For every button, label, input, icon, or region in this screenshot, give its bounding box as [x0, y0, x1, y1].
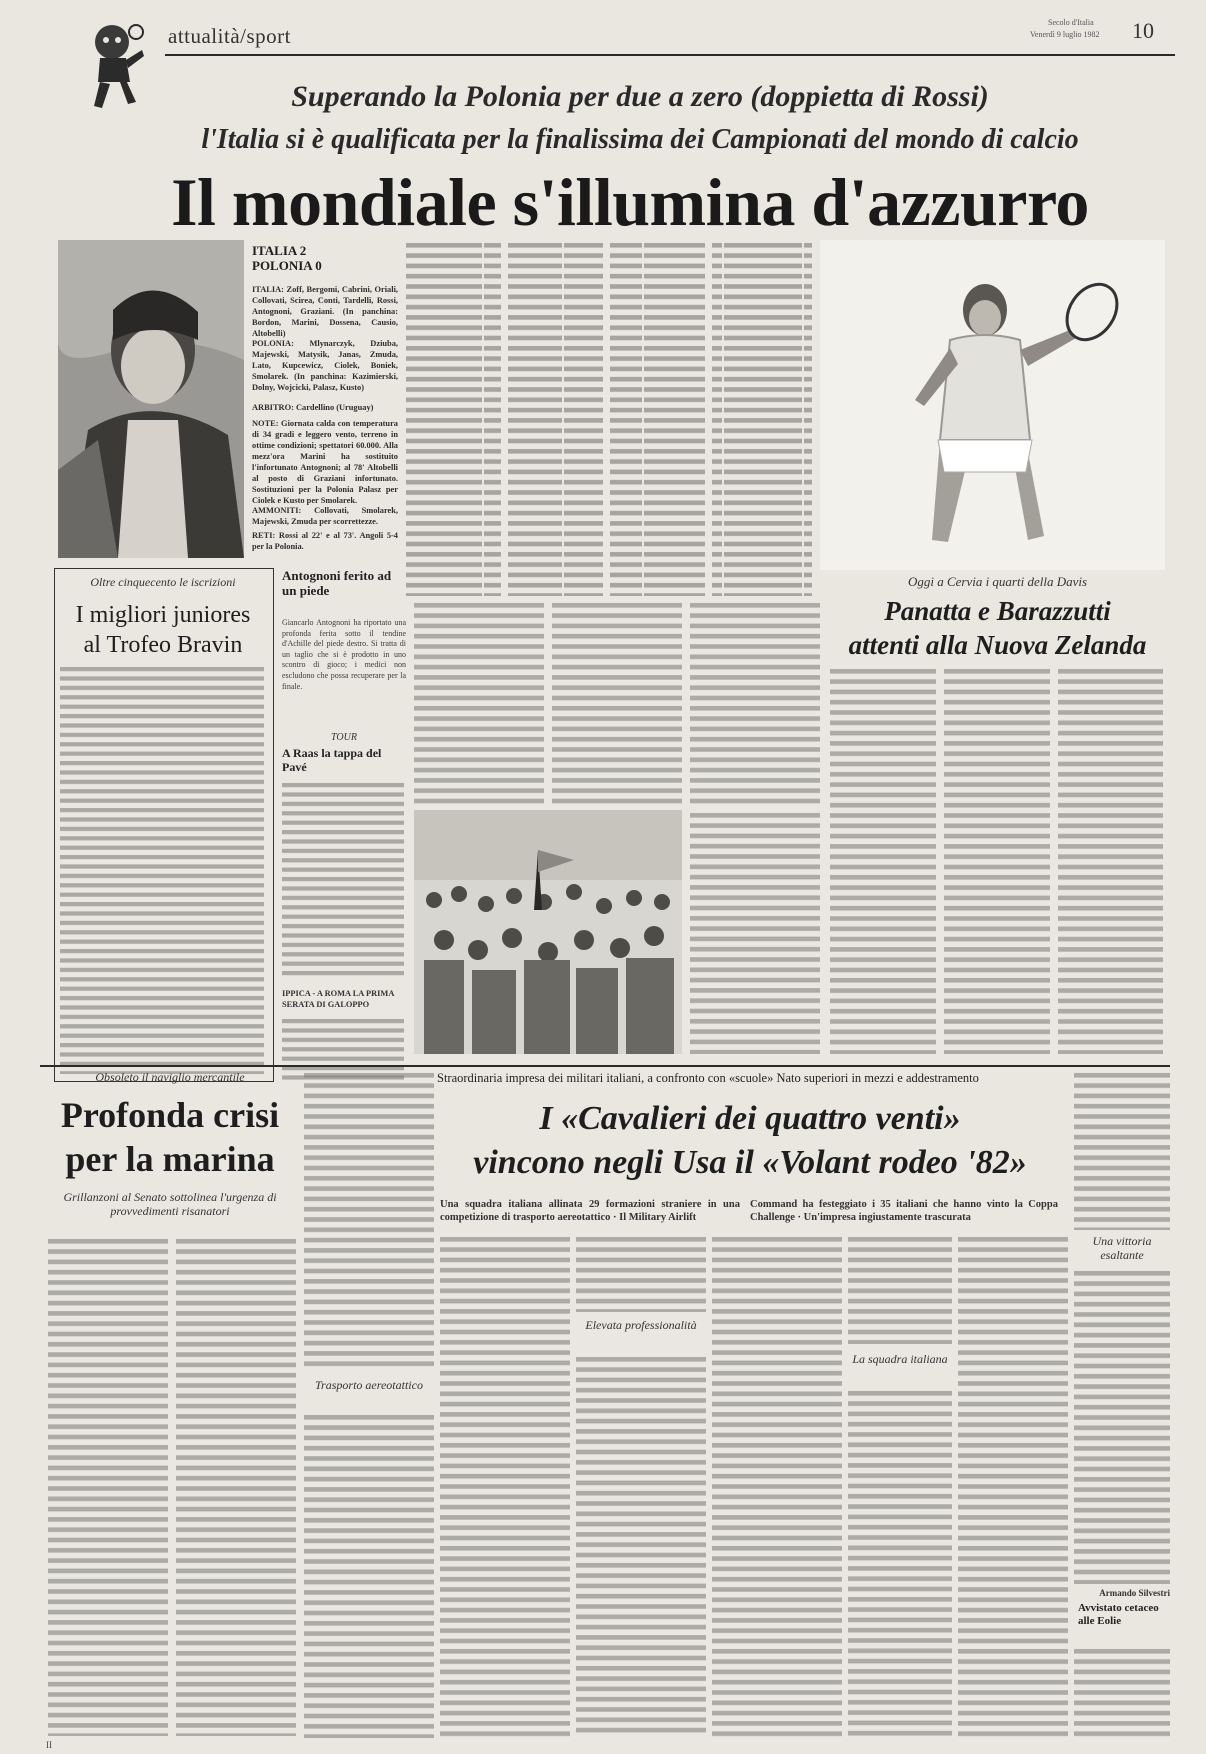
- ammoniti: AMMONITI: Collovati, Smolarek, Majewski, Zmuda per scorrettezze.: [252, 506, 398, 526]
- newspaper-name: Secolo d'Italia: [1048, 18, 1094, 27]
- avvistato-body: [1074, 1646, 1170, 1738]
- davis-body: [830, 666, 1165, 1054]
- section-label: attualità/sport: [168, 24, 291, 48]
- match-notes: NOTE: Giornata calda con temperatura di 34 gradi e leggero vento, terreno in ottime condizioni; spettatori 60.000. Alla mezz'ora Marini ha sostituito l'infortunato Antognoni; al 78' Altobelli al posto di Graziani infortunato. Sostituzioni per la Polonia Palasz per Ciolek e Kusto per Smolarek.: [252, 419, 398, 505]
- ippica-note: IPPICA - A ROMA LA PRIMA SERATA DI GALOPPO: [282, 989, 394, 1009]
- rodeo-body-col6: [958, 1234, 1068, 1738]
- bravin-title-line-1: I migliori juniores: [75, 602, 251, 628]
- marina-body: [48, 1236, 298, 1736]
- bravin-title-line-2: al Trofeo Bravin: [83, 632, 243, 658]
- rodeo-body-col3-top: [576, 1234, 706, 1312]
- rodeo-title-line-2: vincono negli Usa il «Volant rodeo '82»: [473, 1144, 1027, 1181]
- rodeo-deck-right: Command ha festeggiato i 35 italiani che hanno vinto la Coppa Challenge · Un'impresa ingiustamente trascurata: [750, 1199, 1058, 1223]
- footer-page-mark: II: [46, 1740, 52, 1750]
- main-headline: Il mondiale s'illumina d'azzurro: [171, 164, 1089, 240]
- avvistato-title: Avvistato cetaceo alle Eolie: [1078, 1602, 1159, 1627]
- goals: RETI: Rossi al 22' e al 73'. Angoli 5-4 per la Polonia.: [252, 531, 398, 551]
- marina-body-right: [304, 1070, 434, 1370]
- sidebar-body: [1074, 1268, 1170, 1584]
- tennis-photo: [820, 240, 1165, 570]
- davis-title-line-1: Panatta e Barazzutti: [884, 596, 1111, 626]
- subhead-squadra: La squadra italiana: [852, 1352, 948, 1366]
- bravin-kicker: Oltre cinquecento le iscrizioni: [90, 575, 236, 589]
- tour-title: A Raas la tappa del Pavé: [282, 746, 382, 774]
- marina-title-line-1: Profonda crisi: [60, 1095, 280, 1135]
- antognoni-text: Giancarlo Antognoni ha riportato una profonda ferita sotto il tendine d'Achille del piede destro. Si tratta di un taglio che si è prodotto in uno scontro di gioco; i medici non escludono che possa recuperare per la finale.: [282, 618, 406, 691]
- crowd-photo: [414, 810, 682, 1054]
- rodeo-title-line-1: I «Cavalieri dei quattro venti»: [539, 1100, 961, 1137]
- sidebar-body-top: [1074, 1070, 1170, 1230]
- rodeo-body-col4: [712, 1234, 842, 1738]
- middle-story-columns: [414, 600, 822, 805]
- bravin-body: [60, 664, 266, 1074]
- marina-deck: Grillanzoni al Senato sottolinea l'urgenza di provvedimenti risanatori: [63, 1190, 277, 1218]
- middle-story-lower: [690, 810, 820, 1054]
- mascot-logo: [70, 10, 150, 120]
- kicker-line-2: l'Italia si è qualificata per la finalissima dei Campionati del mondo di calcio: [201, 124, 1079, 155]
- main-story-columns: [404, 240, 814, 596]
- score-line-1: ITALIA 2: [252, 243, 307, 258]
- subhead-vittoria: Una vittoria esaltante: [1092, 1234, 1152, 1262]
- italia-lineup: ITALIA: Zoff, Bergomi, Cabrini, Oriali, Collovati, Scirea, Conti, Tardelli, Rossi, Antognoni, Graziani. (In panchina: Bordon, Marini, Dossena, Causio, Altobelli): [252, 285, 398, 338]
- article-signature: Armando Silvestri: [1099, 1588, 1170, 1598]
- antognoni-title: Antognoni ferito ad un piede: [282, 568, 392, 598]
- rodeo-deck-left: Una squadra italiana allinata 29 formazioni straniere in una competizione di trasporto aereotattico · Il Military Airlift: [440, 1199, 740, 1223]
- score-line-2: POLONIA 0: [252, 258, 322, 273]
- player-photo: [58, 240, 244, 558]
- polonia-lineup: POLONIA: Mlynarczyk, Dziuba, Majewski, Matysik, Janas, Zmuda, Lato, Kupcewicz, Ciolek, Boniek, Smolarek. (In panchina: Kazimierski, Dolny, Wojcicki, Palasz, Kusto): [252, 339, 398, 392]
- page-number: 10: [1132, 18, 1154, 43]
- davis-kicker: Oggi a Cervia i quarti della Davis: [907, 574, 1088, 589]
- issue-date: Venerdì 9 luglio 1982: [1030, 30, 1100, 39]
- subhead-trasporto: Trasporto aereotattico: [315, 1378, 423, 1392]
- marina-kicker: Obsoleto il naviglio mercantile: [95, 1070, 245, 1084]
- subhead-elevata: Elevata professionalità: [585, 1318, 697, 1332]
- rodeo-body-col5: [848, 1388, 952, 1738]
- marina-title-line-2: per la marina: [65, 1139, 275, 1179]
- rodeo-body-col1: [304, 1412, 434, 1738]
- tour-label: TOUR: [331, 732, 357, 743]
- rodeo-body-col2: [440, 1234, 570, 1738]
- referee: ARBITRO: Cardellino (Uruguay): [252, 403, 374, 412]
- tour-body: [282, 780, 406, 980]
- kicker-line-1: Superando la Polonia per due a zero (doppietta di Rossi): [291, 80, 989, 113]
- rodeo-kicker: Straordinaria impresa dei militari italiani, a confronto con «scuole» Nato superiori in mezzi e addestramento: [437, 1071, 979, 1085]
- rodeo-body-col3: [576, 1354, 706, 1738]
- davis-title-line-2: attenti alla Nuova Zelanda: [848, 630, 1147, 660]
- rodeo-body-col5-top: [848, 1234, 952, 1344]
